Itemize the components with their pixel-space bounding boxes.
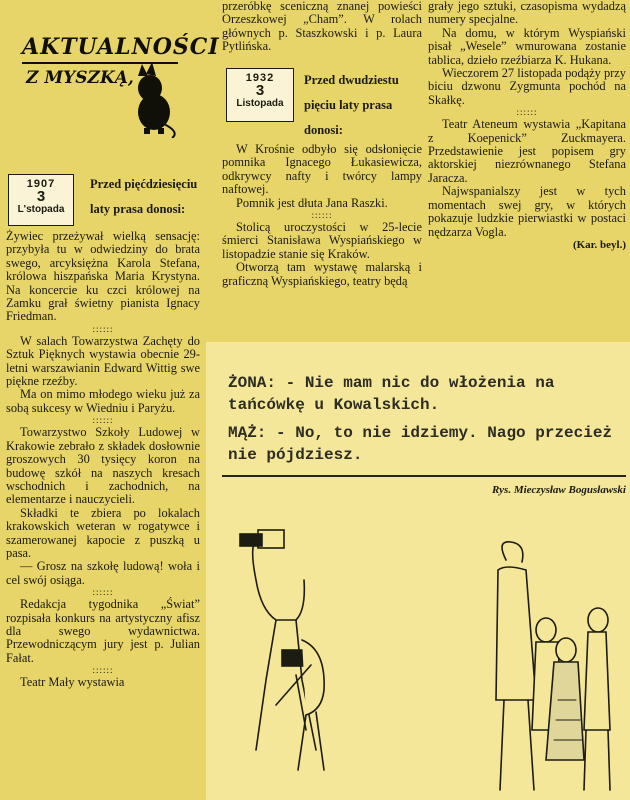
caption-line: ŻONA: - Nie mam nic do włożenia na tańcówkę u Kowalskich. [228, 374, 555, 414]
lead-heading-1932: Przed dwudziestu pięciu laty prasa donosi: [304, 73, 399, 137]
column-3 [428, 0, 626, 252]
separator: :::::: [92, 665, 114, 676]
paragraph: Pomnik jest dłuta Jana Raszki. [236, 195, 388, 210]
column-1 [6, 230, 200, 690]
date-year: 1907 [26, 178, 56, 190]
paragraph: Żywiec przeżywał wielką sensację: przybyła tu w odwiedziny do brata swego, arcyksiężna Karola Stefana, królowa hiszpańska Maria Krystyna. Na koncercie ku czci królowej na Zamku grał świetny pianista Ignacy Friedman. [6, 229, 200, 324]
date-box-1932 [226, 68, 294, 122]
cartoon-drawing [206, 500, 630, 800]
paragraph: Na domu, w którym Wyspiański pisał „Wesele” wmurowana zostanie tablica, dzieło rzeźbiarza K. Hukana. [428, 25, 626, 67]
column-header [6, 18, 220, 148]
paragraph: Składki te zbiera po lokalach krakowskich weteran w rogatywce i szamerowanej kapocie z puszką u pasa. [6, 505, 200, 560]
paragraph: Otworzą tam wystawę malarską i graficzną Wyspiańskiego, teatry będą [222, 260, 422, 288]
paragraph: Wieczorem 27 listopada podąży przy biciu dzwonu Zygmunta pochód na Skałkę. [428, 66, 626, 107]
paragraph: Teatr Mały wystawia [20, 675, 125, 690]
date-box-1907 [8, 174, 74, 226]
date-month: Listopada [236, 98, 284, 109]
paragraph: Redakcja tygodnika „Świat” rozpisała konkurs na artystyczny afisz dla swego wydawnictwa. Przewodniczącym jury jest p. Julian Fałat. [6, 597, 200, 665]
header-subtitle: Z MYSZKĄ, [26, 68, 134, 88]
lead-heading-1907: Przed pięćdziesięciu laty prasa donosi: [90, 177, 198, 216]
illustrator-credit: Rys. Mieczysław Bogusławski [492, 484, 626, 496]
header-title: AKTUALNOŚCI [22, 34, 220, 60]
date-day: 3 [255, 82, 265, 99]
date-month: L'stopada [17, 204, 65, 215]
paragraph: Stolicą uroczystości w 25-lecie śmierci Stanisława Wyspiańskiego w listopadzie stanie się Kraków. [222, 220, 422, 261]
column-2 [222, 0, 422, 54]
date-day: 3 [36, 188, 46, 205]
separator: :::::: [92, 587, 114, 598]
mouse-icon [124, 58, 184, 138]
caption-line: MĄŻ: - No, to nie idziemy. Nago przecież nie pójdziesz. [228, 424, 613, 464]
separator: :::::: [516, 107, 538, 118]
paragraph: Teatr Ateneum wystawia „Kapitana z Koepenick” Zuckmayera. Przedstawienie jest popisem gry aktorskiej niezrównanego Stefana Jaracza. [428, 117, 626, 185]
separator: :::::: [92, 323, 114, 334]
paragraph: grały jego sztuki, czasopisma wydadzą numery specjalne. [428, 0, 626, 27]
paragraph: — Grosz na szkołę ludową! woła i cel swój osiąga. [6, 559, 200, 587]
paragraph: Najwspanialszy jest w tych momentach swej gry, w których pokazuje ludzkie pierwiastki w postaci nędzarza Vogla. [428, 184, 626, 239]
author-byline: (Kar. beyl.) [572, 238, 626, 251]
paragraph: przeróbkę sceniczną znanej powieści Orzeszkowej „Cham”. W rolach głównych p. Staszkowski i p. Laura Pytlińska. [222, 0, 422, 54]
paragraph: W salach Towarzystwa Zachęty do Sztuk Pięknych wystawia obecnie 29-letni warszawianin Edward Wittig swe piękne rzeźby. [6, 333, 200, 389]
cartoon-caption [228, 372, 624, 472]
divider [222, 475, 626, 477]
paragraph: W Krośnie odbyło się odsłonięcie pomnika Ignacego Łukasiewicza, odkrywcy nafty i twórcy lampy naftowej. [222, 142, 422, 197]
separator: :::::: [311, 210, 333, 221]
separator: :::::: [92, 415, 114, 426]
paragraph: Ma on mimo młodego wieku już za sobą sukcesy w Wiedniu i Paryżu. [6, 387, 200, 415]
paragraph: Towarzystwo Szkoły Ludowej w Krakowie zebrało z składek dosłownie groszowych 30 tysięcy koron na budowę szkół na naszych kresach wschodnich i zachodnich, na elementarze i nauczycieli. [6, 425, 200, 507]
date-year: 1932 [245, 72, 275, 84]
column-2-lower [222, 143, 422, 288]
